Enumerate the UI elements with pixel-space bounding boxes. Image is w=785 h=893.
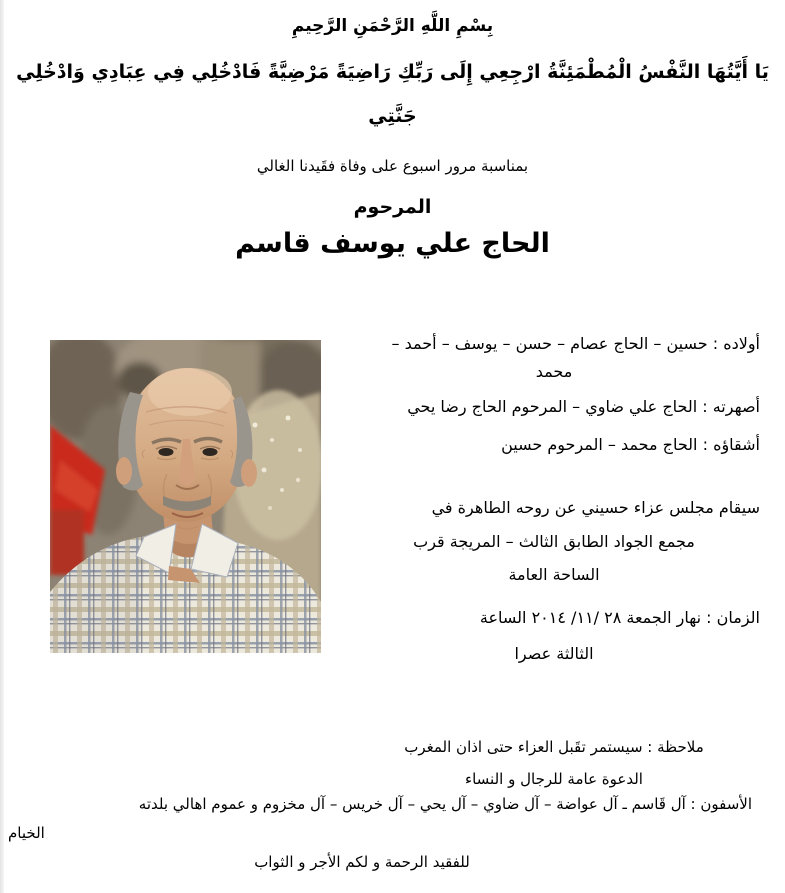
quran-verse-line-2: جَنَّتِي <box>368 105 417 127</box>
in-laws-line: أصهرته : الحاج علي ضاوي – المرحوم الحاج رضا يحي <box>407 397 760 416</box>
time-line-1: الزمان : نهار الجمعة ٢٨ /١١/ ٢٠١٤ الساعة <box>479 608 760 627</box>
mourners-line-1: الأسفون : آل قَاسم ـ آل عواضة – آل ضاوي – آل يحي – آل خريس – آل مخزوم و عموم اهالي بلدته <box>138 795 752 813</box>
time-line-2: الثالثة عصرا <box>514 644 594 663</box>
basmala-text: بِسْمِ اللَّهِ الرَّحْمَنِ الرَّحِيمِ <box>291 16 494 36</box>
deceased-title: المرحوم <box>353 196 432 218</box>
memorial-line-2: مجمع الجواد الطابق الثالث – المريجة قرب <box>413 532 695 551</box>
occasion-text: بمناسبة مرور اسبوع على وفاة فقَيدنا الغالي <box>256 157 529 175</box>
brothers-line: أشقاؤه : الحاج محمد – المرحوم حسين <box>501 435 760 454</box>
deceased-name: الحاج علي يوسف قاسم <box>235 228 550 259</box>
page-left-edge <box>0 0 4 893</box>
memorial-line-1: سيقام مجلس عزاء حسيني عن روحه الطاهرة في <box>431 498 760 517</box>
note-line: ملاحظة : سيستمر تقَبل العزاء حتى اذان المغرب <box>404 738 704 756</box>
deceased-photo <box>50 340 321 653</box>
closing-line: للفقيد الرحمة و لكم الأجر و الثواب <box>254 853 470 871</box>
children-line-2: محمد <box>535 362 573 381</box>
quran-verse <box>8 50 777 138</box>
mourners-line-2: الخيام <box>8 824 45 842</box>
children-line-1: أولاده : حسين – الحاج عصام – حسن – يوسف – أحمد – <box>391 334 760 353</box>
deceased-photo-image <box>50 340 321 653</box>
quran-verse-line-1: يَا أَيَّتُهَا النَّفْسُ الْمُطْمَئِنَّةُ ارْجِعِي إِلَى رَبِّكِ رَاضِيَةً مَرْضِيَّةً فَادْخُلِي فِي عِبَادِي وَادْخُلِي <box>16 61 769 83</box>
invitation-line: الدعوة عامة للرجال و النساء <box>465 770 643 788</box>
memorial-line-3: الساحة العامة <box>508 565 600 584</box>
